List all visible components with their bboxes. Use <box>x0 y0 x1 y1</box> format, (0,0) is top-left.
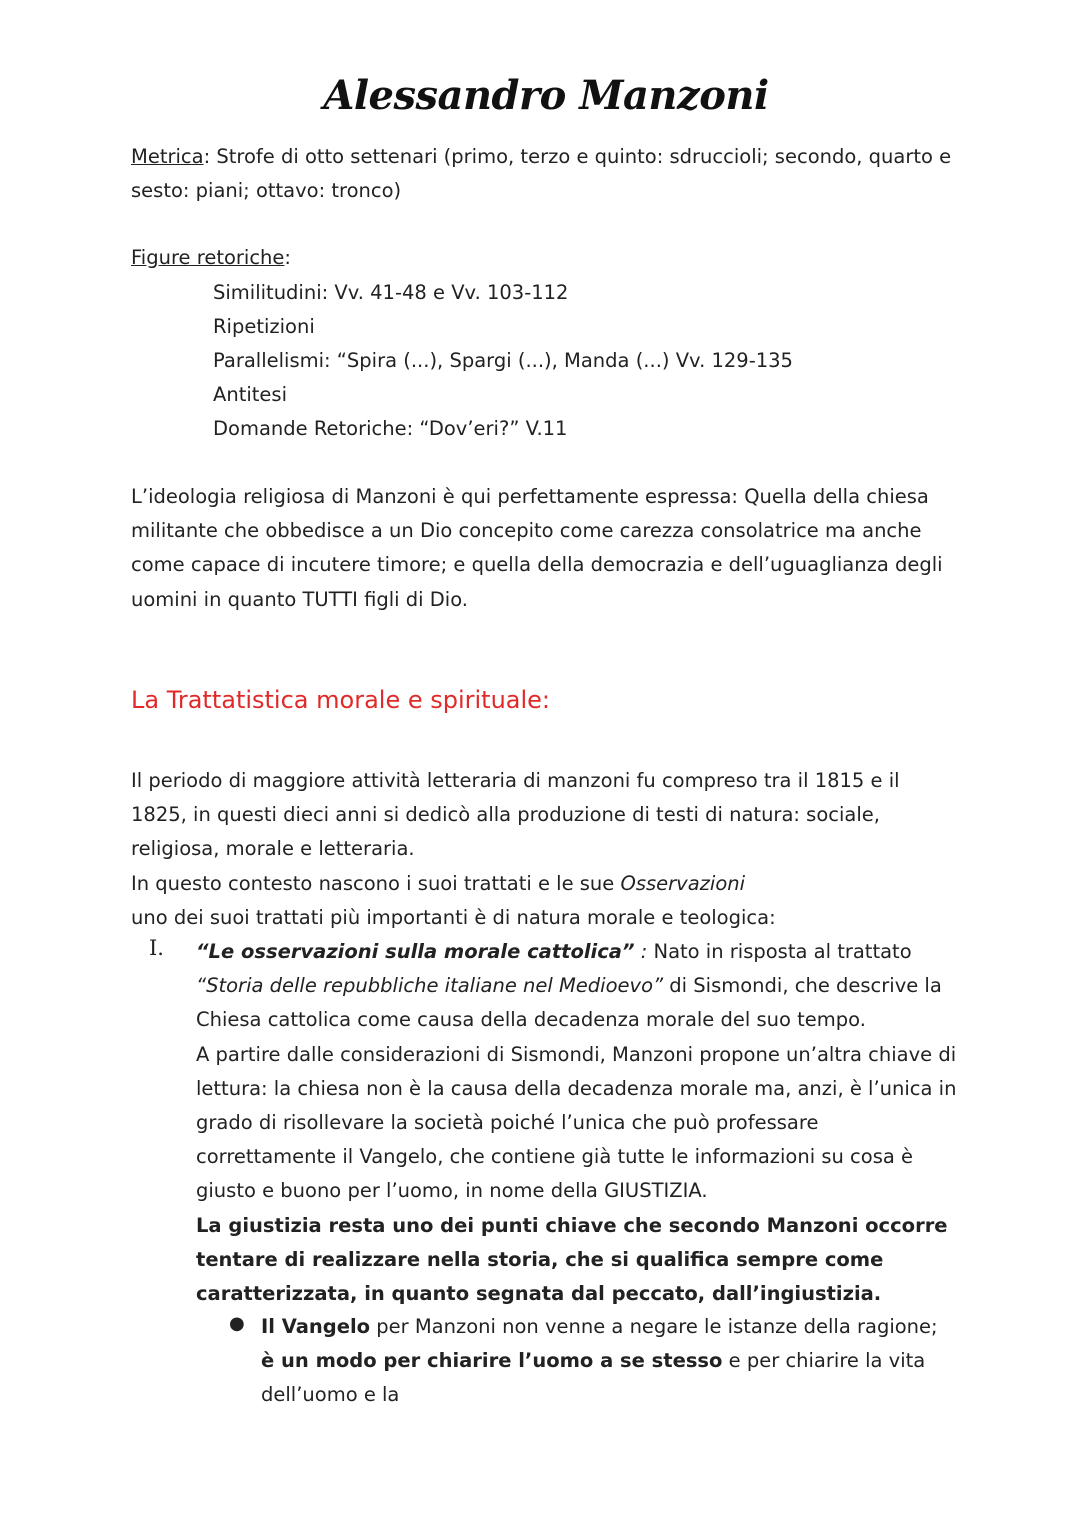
figure-item: Domande Retoriche: “Dov’eri?” V.11 <box>213 417 568 440</box>
figure-colon: : <box>284 246 291 269</box>
figure-item: Similitudini: Vv. 41-48 e Vv. 103-112 <box>213 281 569 304</box>
figure-item: Parallelismi: “Spira (...), Spargi (...), Manda (...) Vv. 129-135 <box>213 349 793 372</box>
bullet-text-1: per Manzoni non venne a negare le istanze della ragione; <box>370 1315 938 1338</box>
ideologia-paragraph: L’ideologia religiosa di Manzoni è qui perfettamente espressa: Quella della chiesa militante che obbedisce a un Dio concepito come carezza consolatrice ma anche come capace di incutere timore; e quella della democrazia e dell’uguaglianza degli uomini in quanto TUTTI figli di Dio. <box>131 485 943 611</box>
item-rest: di Sismondi, che descrive la Chiesa cattolica come causa della decadenza morale del suo tempo. <box>196 974 942 1032</box>
periodo-line2a: In questo contesto nascono i suoi trattati e le sue <box>131 871 621 895</box>
metrica-label: Metrica <box>131 145 204 168</box>
periodo-line3: uno dei suoi trattati più importanti è di natura morale e teologica: <box>131 905 776 929</box>
list-item <box>196 935 961 1311</box>
bullet-bold-2: è un modo per chiarire l’uomo a se stesso <box>261 1349 723 1373</box>
figure-retoriche-heading <box>131 241 961 275</box>
bullet-bold-1: Il Vangelo <box>261 1315 371 1338</box>
metrica-paragraph <box>131 140 961 208</box>
item-paragraph-2: A partire dalle considerazioni di Sismondi, Manzoni propone un’altra chiave di lettura: la chiesa non è la causa della decadenza morale ma, anzi, è l’unica in grado di risollevare la società poiché l’unica che può professare correttamente il Vangelo, che contiene già tutte le informazioni su cosa è giusto e buono per l’uomo, in nome della GIUSTIZIA. <box>196 1042 957 1203</box>
bullet-icon: ● <box>229 1313 245 1334</box>
figure-item: Antitesi <box>213 383 287 406</box>
item-reference: “Storia delle repubbliche italiane nel Medioevo” <box>196 974 664 998</box>
bullet-text-2: e per chiarire la vita dell’uomo e la <box>261 1349 926 1407</box>
item-intro: Nato in risposta al trattato <box>653 940 912 963</box>
periodo-paragraph <box>131 764 961 935</box>
item-separator: : <box>634 940 654 963</box>
item-paragraph-3: La giustizia resta uno dei punti chiave che secondo Manzoni occorre tentare di realizzare nella storia, che si qualifica sempre come caratterizzata, in quanto segnata dal peccato, dall’ingiustizia. <box>196 1213 948 1306</box>
metrica-text: : Strofe di otto settenari (primo, terzo e quinto: sdruccioli; secondo, quarto e sesto: piani; ottavo: tronco) <box>131 145 952 203</box>
periodo-line1: Il periodo di maggiore attività letteraria di manzoni fu compreso tra il 1815 e il 1825, in questi dieci anni si dedicò alla produzione di testi di natura: sociale, religiosa, morale e letteraria. <box>131 769 900 861</box>
figure-item: Ripetizioni <box>213 315 315 338</box>
figure-label: Figure retoriche <box>131 246 285 269</box>
section-heading: La Trattatistica morale e spirituale: <box>131 686 551 714</box>
periodo-line2b: Osservazioni <box>620 871 746 895</box>
bullet-item <box>261 1310 951 1413</box>
page-title: Alessandro Manzoni <box>323 72 769 119</box>
list-numeral: I. <box>149 936 164 960</box>
item-title: “Le osservazioni sulla morale cattolica” <box>196 940 635 963</box>
